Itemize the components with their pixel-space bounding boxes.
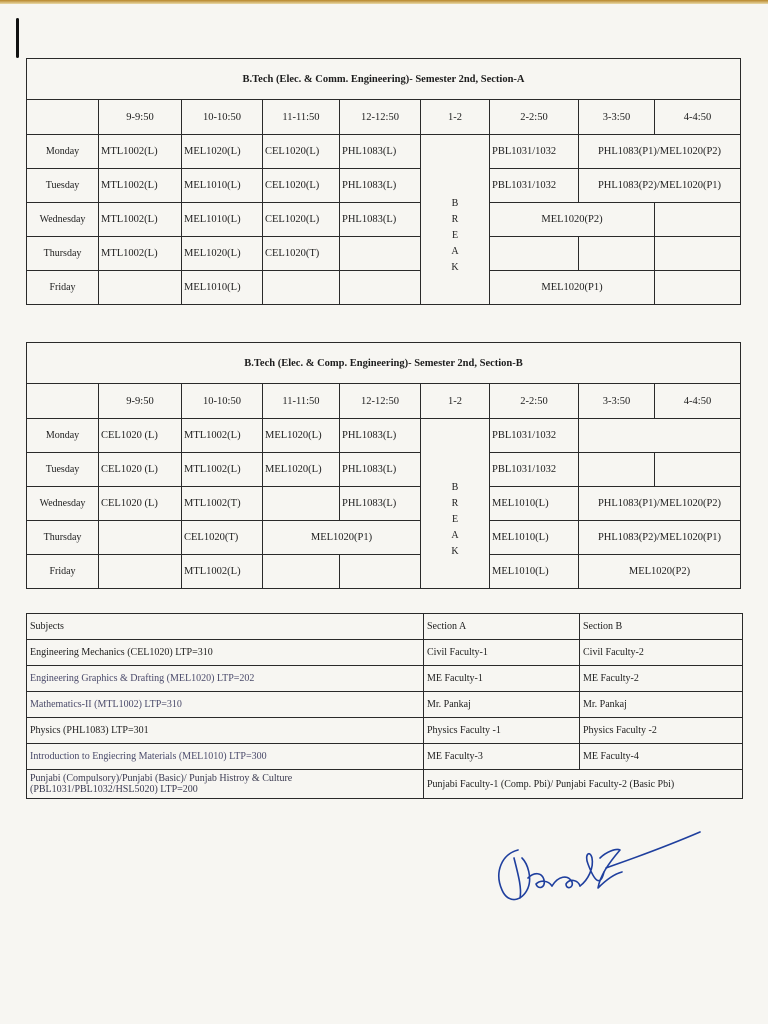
class-cell: CEL1020(T): [263, 237, 340, 271]
break-letter: A: [451, 529, 459, 541]
faculty-section-a: Mr. Pankaj: [424, 692, 580, 718]
table-row: [27, 718, 743, 744]
class-cell: CEL1020(L): [263, 203, 340, 237]
timetable-title: B.Tech (Elec. & Comp. Engineering)- Semester 2nd, Section-B: [27, 343, 741, 384]
day-label: Tuesday: [27, 453, 99, 487]
class-cell: PBL1031/1032: [490, 419, 579, 453]
class-cell: [579, 419, 741, 453]
break-letter: E: [451, 513, 459, 525]
class-cell: PBL1031/1032: [490, 169, 579, 203]
margin-mark: [16, 18, 19, 58]
header-cell: 10-10:50: [182, 100, 263, 135]
class-cell: [340, 271, 421, 305]
header-cell: 3-3:50: [579, 100, 655, 135]
class-cell: PHL1083(L): [340, 135, 421, 169]
class-cell: MEL1020(P1): [490, 271, 655, 305]
class-cell: [340, 237, 421, 271]
faculty-section-b: ME Faculty-2: [580, 666, 743, 692]
class-cell: MEL1010(L): [490, 521, 579, 555]
table-row: [27, 744, 743, 770]
header-cell: [27, 384, 99, 419]
header-cell: 4-4:50: [655, 384, 741, 419]
class-cell: PHL1083(L): [340, 453, 421, 487]
header-cell: Section B: [580, 614, 743, 640]
subject-name: Introduction to Engiecring Materials (MEL1010) LTP=300: [27, 744, 424, 770]
class-cell: PHL1083(P2)/MEL1020(P1): [579, 521, 741, 555]
subject-name: Engineering Graphics & Drafting (MEL1020) LTP=202: [27, 666, 424, 692]
class-cell: MEL1020(P1): [263, 521, 421, 555]
faculty-section-a: ME Faculty-1: [424, 666, 580, 692]
header-cell: 1-2: [421, 100, 490, 135]
faculty-section-b: ME Faculty-4: [580, 744, 743, 770]
table-row: [27, 770, 743, 799]
faculty-section-b: Mr. Pankaj: [580, 692, 743, 718]
break-letter: B: [451, 481, 459, 493]
header-cell: 9-9:50: [99, 384, 182, 419]
class-cell: MEL1010(L): [182, 203, 263, 237]
class-cell: MTL1002(L): [182, 453, 263, 487]
class-cell: CEL1020(T): [182, 521, 263, 555]
class-cell: [490, 237, 579, 271]
class-cell: MTL1002(L): [99, 237, 182, 271]
header-cell: 10-10:50: [182, 384, 263, 419]
class-cell: [655, 453, 741, 487]
break-letter: R: [451, 497, 459, 509]
break-letter: E: [451, 229, 459, 241]
faculty-section-b: Physics Faculty -2: [580, 718, 743, 744]
break-letter: R: [451, 213, 459, 225]
class-cell: [579, 453, 655, 487]
timetable-section-b: [26, 342, 741, 589]
table-row: [27, 692, 743, 718]
class-cell: CEL1020 (L): [99, 487, 182, 521]
class-cell: PHL1083(L): [340, 169, 421, 203]
faculty-section-a: ME Faculty-3: [424, 744, 580, 770]
class-cell: MEL1020(L): [263, 419, 340, 453]
faculty-section-a: Physics Faculty -1: [424, 718, 580, 744]
table-row: [27, 666, 743, 692]
class-cell: MTL1002(T): [182, 487, 263, 521]
break-column: [421, 419, 490, 589]
table-row: [27, 237, 741, 271]
day-label: Monday: [27, 135, 99, 169]
header-row: [27, 384, 741, 419]
break-column: [421, 135, 490, 305]
class-cell: MEL1020(P2): [490, 203, 655, 237]
class-cell: MEL1010(L): [182, 271, 263, 305]
timetable-section-a: [26, 58, 741, 305]
faculty-section-b: Civil Faculty-2: [580, 640, 743, 666]
class-cell: PBL1031/1032: [490, 453, 579, 487]
header-cell: Section A: [424, 614, 580, 640]
page-top-edge: [0, 0, 768, 4]
class-cell: CEL1020(L): [263, 135, 340, 169]
header-cell: 12-12:50: [340, 100, 421, 135]
header-cell: 9-9:50: [99, 100, 182, 135]
header-cell: 2-2:50: [490, 384, 579, 419]
day-label: Friday: [27, 271, 99, 305]
header-cell: Subjects: [27, 614, 424, 640]
table-row: [27, 453, 741, 487]
class-cell: PHL1083(P1)/MEL1020(P2): [579, 135, 741, 169]
class-cell: MEL1010(L): [182, 169, 263, 203]
signature-icon: [488, 828, 708, 910]
class-cell: PHL1083(L): [340, 203, 421, 237]
table-row: [27, 555, 741, 589]
table-row: [27, 419, 741, 453]
day-label: Tuesday: [27, 169, 99, 203]
class-cell: CEL1020 (L): [99, 419, 182, 453]
table-row: [27, 169, 741, 203]
class-cell: CEL1020 (L): [99, 453, 182, 487]
header-cell: 4-4:50: [655, 100, 741, 135]
day-label: Wednesday: [27, 487, 99, 521]
class-cell: MEL1020(L): [182, 237, 263, 271]
class-cell: [340, 555, 421, 589]
header-cell: 11-11:50: [263, 100, 340, 135]
class-cell: MTL1002(L): [99, 203, 182, 237]
break-letter: B: [451, 197, 459, 209]
class-cell: MEL1020(L): [263, 453, 340, 487]
subject-name: Mathematics-II (MTL1002) LTP=310: [27, 692, 424, 718]
class-cell: PHL1083(P2)/MEL1020(P1): [579, 169, 741, 203]
class-cell: [655, 203, 741, 237]
class-cell: MEL1010(L): [490, 487, 579, 521]
subject-name: Physics (PHL1083) LTP=301: [27, 718, 424, 744]
class-cell: MTL1002(L): [182, 419, 263, 453]
header-cell: 3-3:50: [579, 384, 655, 419]
table-row: [27, 640, 743, 666]
day-label: Wednesday: [27, 203, 99, 237]
class-cell: PHL1083(L): [340, 487, 421, 521]
class-cell: [655, 271, 741, 305]
header-cell: 2-2:50: [490, 100, 579, 135]
class-cell: [99, 271, 182, 305]
class-cell: [579, 237, 655, 271]
class-cell: PHL1083(L): [340, 419, 421, 453]
subject-name: Punjabi (Compulsory)/Punjabi (Basic)/ Punjab Histroy & Culture (PBL1031/PBL1032/HSL5020) LTP=200: [27, 770, 424, 799]
break-letter: K: [451, 261, 459, 273]
subjects-table: [26, 613, 743, 799]
faculty-section-a: Civil Faculty-1: [424, 640, 580, 666]
class-cell: [263, 487, 340, 521]
class-cell: [655, 237, 741, 271]
break-letter: K: [451, 545, 459, 557]
table-row: [27, 203, 741, 237]
header-row: [27, 614, 743, 640]
day-label: Monday: [27, 419, 99, 453]
class-cell: [263, 271, 340, 305]
class-cell: CEL1020(L): [263, 169, 340, 203]
faculty-both-sections: Punjabi Faculty-1 (Comp. Pbi)/ Punjabi Faculty-2 (Basic Pbi): [424, 770, 743, 799]
header-row: [27, 100, 741, 135]
day-label: Friday: [27, 555, 99, 589]
table-row: [27, 135, 741, 169]
class-cell: PHL1083(P1)/MEL1020(P2): [579, 487, 741, 521]
break-letter: A: [451, 245, 459, 257]
class-cell: [99, 555, 182, 589]
header-cell: 12-12:50: [340, 384, 421, 419]
table-row: [27, 521, 741, 555]
class-cell: [99, 521, 182, 555]
class-cell: [263, 555, 340, 589]
timetable-title: B.Tech (Elec. & Comm. Engineering)- Semester 2nd, Section-A: [27, 59, 741, 100]
class-cell: MTL1002(L): [99, 169, 182, 203]
day-label: Thursday: [27, 521, 99, 555]
table-row: [27, 487, 741, 521]
header-cell: 11-11:50: [263, 384, 340, 419]
header-cell: 1-2: [421, 384, 490, 419]
class-cell: MEL1020(L): [182, 135, 263, 169]
class-cell: MEL1020(P2): [579, 555, 741, 589]
day-label: Thursday: [27, 237, 99, 271]
header-cell: [27, 100, 99, 135]
table-row: [27, 271, 741, 305]
class-cell: PBL1031/1032: [490, 135, 579, 169]
subject-name: Engineering Mechanics (CEL1020) LTP=310: [27, 640, 424, 666]
class-cell: MEL1010(L): [490, 555, 579, 589]
class-cell: MTL1002(L): [99, 135, 182, 169]
class-cell: MTL1002(L): [182, 555, 263, 589]
